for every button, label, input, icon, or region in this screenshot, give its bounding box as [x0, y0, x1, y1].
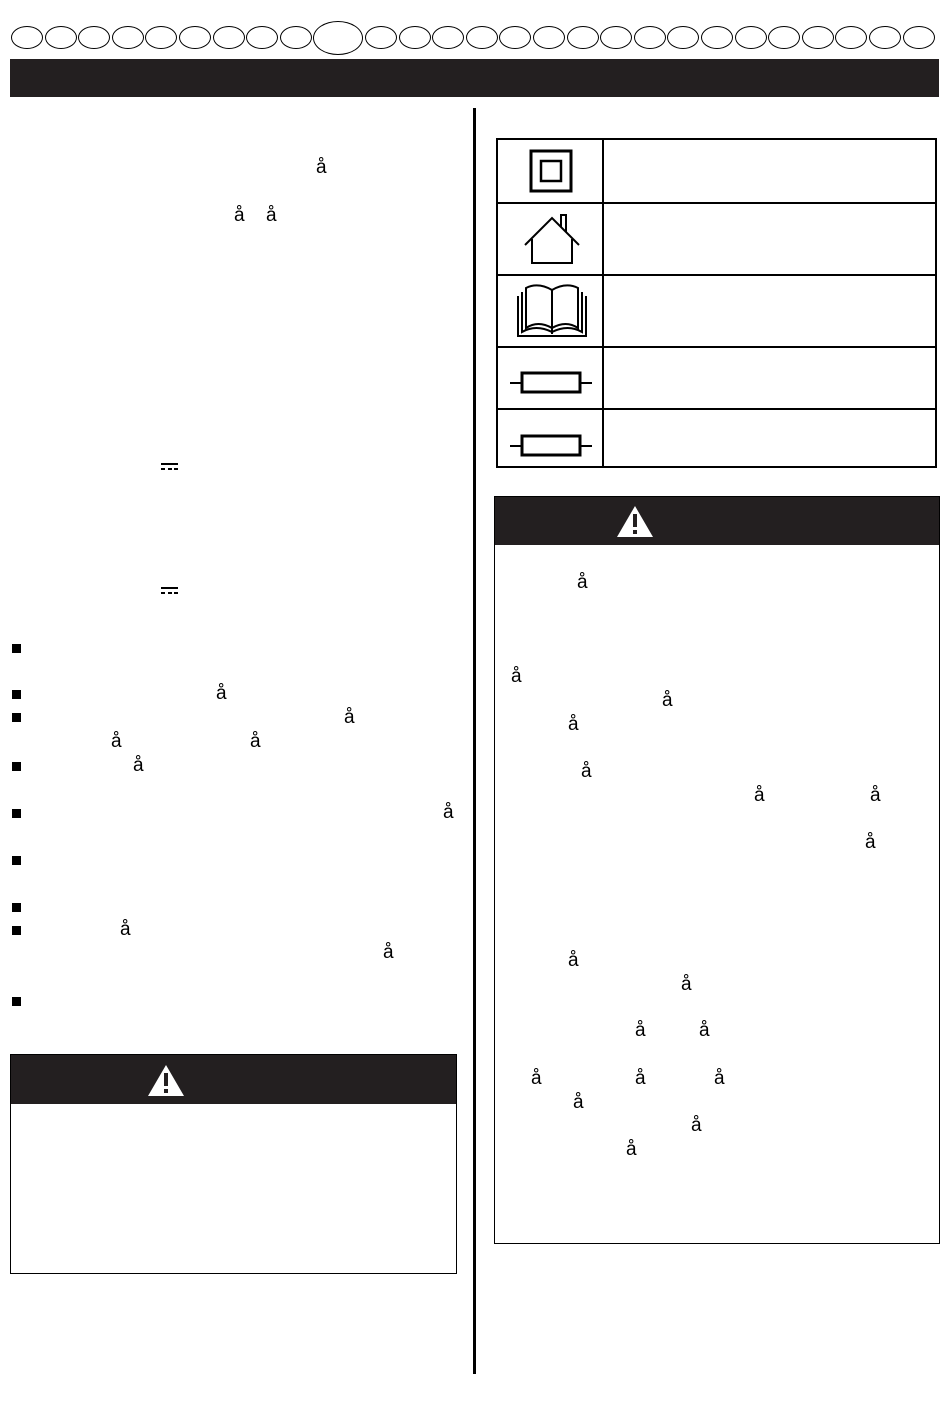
language-tab — [78, 26, 110, 49]
special-glyph: å — [681, 974, 692, 995]
special-glyph: å — [344, 707, 355, 728]
language-tab — [802, 26, 834, 49]
read-manual-book-icon — [516, 284, 588, 338]
language-tab — [533, 26, 565, 49]
symbol-row — [498, 204, 935, 276]
language-tab — [365, 26, 397, 49]
bullet-marker — [12, 713, 21, 722]
language-tab — [567, 26, 599, 49]
bullet-marker — [12, 809, 21, 818]
language-tab — [600, 26, 632, 49]
language-tab — [11, 26, 43, 49]
symbol-cell — [498, 204, 604, 274]
special-glyph: å — [120, 919, 131, 940]
language-tab — [667, 26, 699, 49]
symbol-row — [498, 348, 935, 410]
dc-current-icon — [161, 463, 178, 471]
language-tab — [280, 26, 312, 49]
special-glyph: å — [383, 942, 394, 963]
bullet-marker — [12, 997, 21, 1006]
special-glyph: å — [133, 755, 144, 776]
special-glyph: å — [577, 572, 588, 593]
special-glyph: å — [699, 1020, 710, 1041]
warning-header — [495, 497, 939, 545]
section-title-bar — [10, 59, 939, 97]
dc-current-icon — [161, 587, 178, 595]
bullet-marker — [12, 762, 21, 771]
language-tab — [499, 26, 531, 49]
indoor-use-house-icon — [523, 212, 581, 266]
column-divider — [473, 108, 476, 1374]
special-glyph: å — [266, 205, 277, 226]
language-tab — [179, 26, 211, 49]
special-glyph: å — [626, 1139, 637, 1160]
warning-triangle-icon — [615, 504, 655, 539]
bullet-marker — [12, 856, 21, 865]
language-tab — [903, 26, 935, 49]
bullet-marker — [12, 926, 21, 935]
symbol-row — [498, 410, 935, 468]
special-glyph: å — [111, 731, 122, 752]
special-glyph: å — [662, 690, 673, 711]
language-tab — [246, 26, 278, 49]
warning-box-right — [494, 496, 940, 1244]
special-glyph: å — [754, 785, 765, 806]
special-glyph: å — [443, 802, 454, 823]
language-tab — [634, 26, 666, 49]
special-glyph: å — [870, 785, 881, 806]
symbol-cell — [498, 410, 604, 468]
special-glyph: å — [635, 1068, 646, 1089]
language-tab — [466, 26, 498, 49]
bullet-marker — [12, 644, 21, 653]
special-glyph: å — [234, 205, 245, 226]
special-glyph: å — [250, 731, 261, 752]
language-tab — [45, 26, 77, 49]
language-tab — [112, 26, 144, 49]
symbol-cell — [498, 276, 604, 346]
symbol-cell — [498, 348, 604, 408]
special-glyph: å — [581, 761, 592, 782]
special-glyph: å — [691, 1115, 702, 1136]
language-tab — [313, 21, 363, 55]
fuse-icon — [508, 370, 594, 396]
special-glyph: å — [573, 1092, 584, 1113]
language-tab — [835, 26, 867, 49]
bullet-marker — [12, 690, 21, 699]
language-tab — [869, 26, 901, 49]
special-glyph: å — [865, 832, 876, 853]
symbols-table — [496, 138, 937, 468]
double-insulation-icon — [529, 149, 573, 193]
symbol-row — [498, 276, 935, 348]
special-glyph: å — [316, 157, 327, 178]
language-tab — [145, 26, 177, 49]
fuse-icon — [508, 433, 594, 459]
language-tab — [768, 26, 800, 49]
special-glyph: å — [531, 1068, 542, 1089]
special-glyph: å — [568, 714, 579, 735]
language-tab — [735, 26, 767, 49]
language-tab — [432, 26, 464, 49]
bullet-marker — [12, 903, 21, 912]
warning-header — [11, 1055, 456, 1104]
language-tab — [701, 26, 733, 49]
special-glyph: å — [568, 950, 579, 971]
symbol-row — [498, 140, 935, 204]
language-tab — [213, 26, 245, 49]
special-glyph: å — [714, 1068, 725, 1089]
special-glyph: å — [511, 666, 522, 687]
special-glyph: å — [635, 1020, 646, 1041]
language-tab — [399, 26, 431, 49]
warning-triangle-icon — [146, 1063, 186, 1098]
warning-box-left — [10, 1054, 457, 1274]
symbol-cell — [498, 140, 604, 202]
special-glyph: å — [216, 683, 227, 704]
